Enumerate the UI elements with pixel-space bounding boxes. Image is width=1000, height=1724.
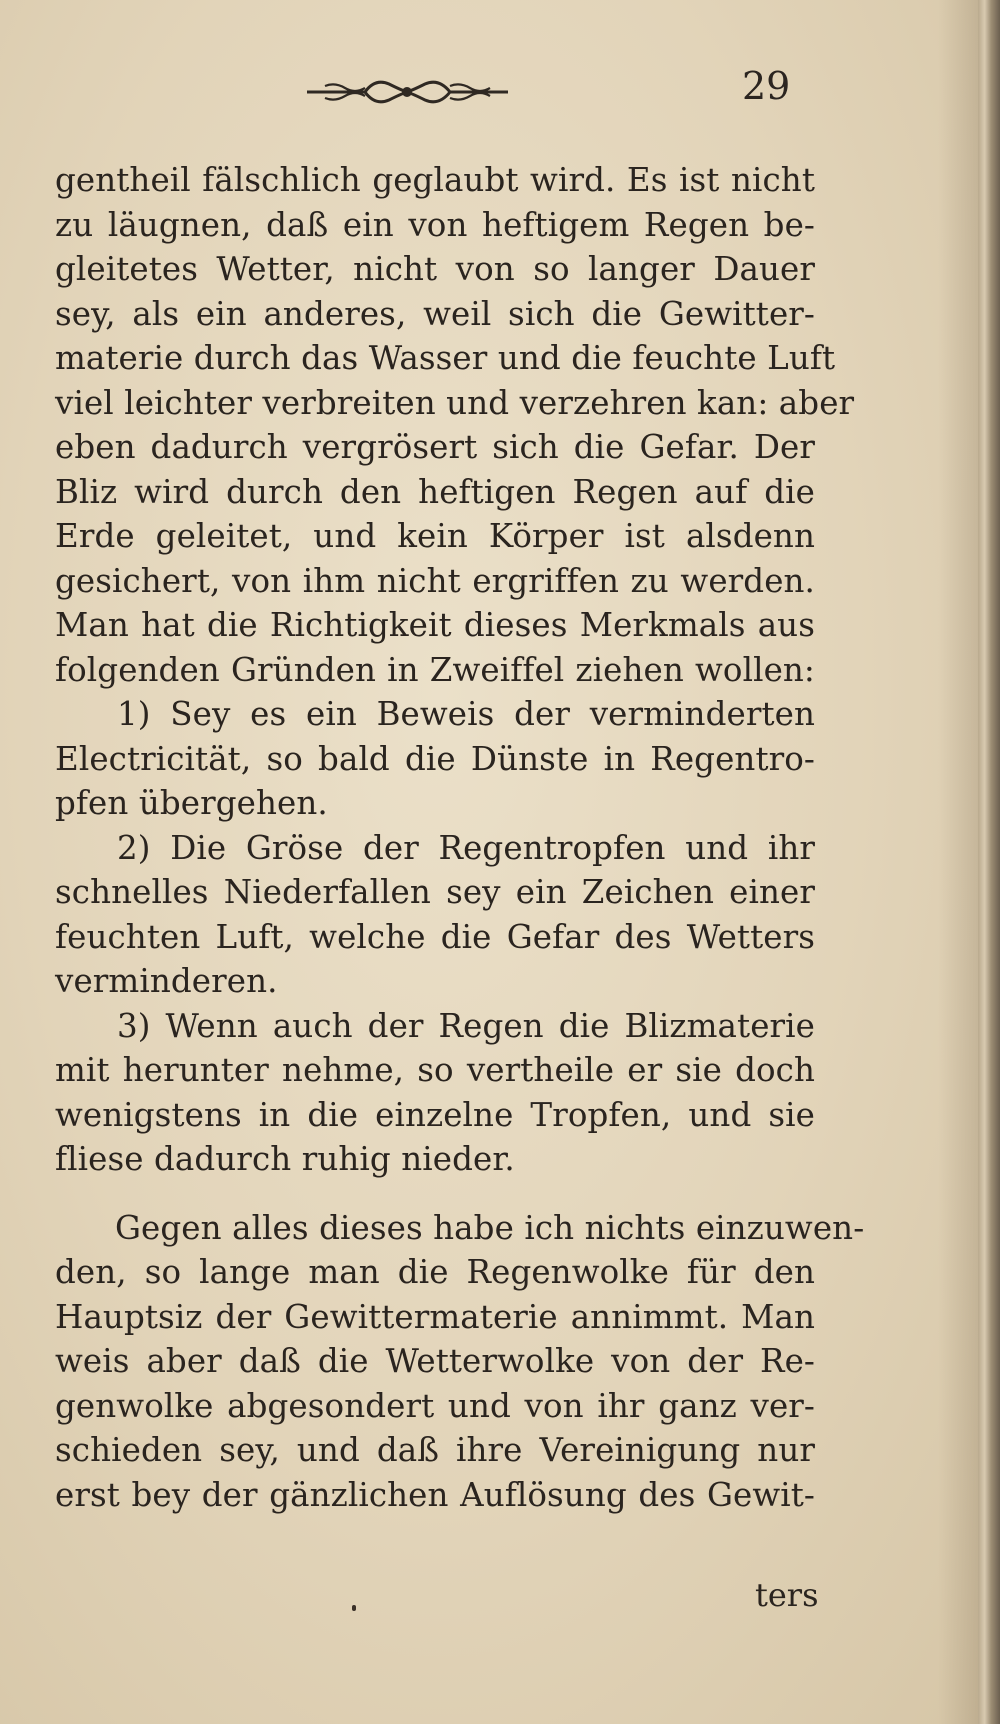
- page-number: 29: [742, 64, 791, 108]
- ink-speck: [352, 1605, 356, 1611]
- text-line: gentheil fälschlich geglaubt wird. Es ist nicht: [55, 161, 815, 199]
- text-line: sey, als ein anderes, weil sich die Gewitter-: [55, 294, 815, 333]
- text-line: fliese dadurch ruhig nieder.: [55, 1140, 515, 1178]
- text-line: weis aber daß die Wetterwolke von der Re-: [55, 1342, 815, 1380]
- text-line: Electricität, so bald die Dünste in Regentro-: [55, 739, 815, 778]
- text-line: gleitetes Wetter, nicht von so langer Dauer: [55, 250, 815, 288]
- list-item-1: 1) Sey es ein Beweis der verminderten: [117, 695, 815, 733]
- text-line: wenigstens in die einzelne Tropfen, und sie: [55, 1095, 815, 1134]
- text-line: schieden sey, und daß ihre Vereinigung nur: [55, 1431, 815, 1469]
- text-line: verminderen.: [55, 962, 278, 1000]
- catchword: ters: [755, 1576, 819, 1614]
- text-line: genwolke abgesondert und von ihr ganz ver-: [55, 1386, 815, 1425]
- text-line: materie durch das Wasser und die feuchte Luft: [55, 339, 836, 377]
- header-ornament-icon: [305, 72, 510, 112]
- text-line: erst bey der gänzlichen Auflösung des Gewit-: [55, 1475, 815, 1514]
- text-line: gesichert, von ihm nicht ergriffen zu werden.: [55, 561, 815, 600]
- page-gutter-shadow: [938, 0, 978, 1724]
- text-line: Hauptsiz der Gewittermaterie annimmt. Man: [55, 1297, 815, 1336]
- list-item-2: 2) Die Gröse der Regentropfen und ihr: [117, 828, 815, 867]
- text-line: mit herunter nehme, so vertheile er sie doch: [55, 1051, 815, 1089]
- text-line: pfen übergehen.: [55, 784, 328, 822]
- text-line: schnelles Niederfallen sey ein Zeichen einer: [55, 873, 815, 911]
- text-line: Erde geleitet, und kein Körper ist alsdenn: [55, 517, 815, 555]
- text-line: Bliz wird durch den heftigen Regen auf die: [55, 472, 815, 511]
- text-line: feuchten Luft, welche die Gefar des Wetters: [55, 917, 815, 956]
- paragraph-start: Gegen alles dieses habe ich nichts einzuwen-: [115, 1208, 865, 1247]
- text-line: folgenden Gründen in Zweiffel ziehen wollen:: [55, 650, 815, 689]
- paragraph-gap: [55, 1182, 815, 1206]
- text-line: viel leichter verbreiten und verzehren kan: aber: [55, 383, 855, 422]
- body-text: [55, 158, 865, 1517]
- text-line: Man hat die Richtigkeit dieses Merkmals aus: [55, 606, 815, 644]
- page-edge: [978, 0, 1000, 1724]
- text-line: zu läugnen, daß ein von heftigem Regen be-: [55, 205, 815, 244]
- text-line: eben dadurch vergrösert sich die Gefar. Der: [55, 428, 815, 466]
- list-item-3: 3) Wenn auch der Regen die Blizmaterie: [117, 1006, 815, 1045]
- text-line: den, so lange man die Regenwolke für den: [55, 1253, 815, 1291]
